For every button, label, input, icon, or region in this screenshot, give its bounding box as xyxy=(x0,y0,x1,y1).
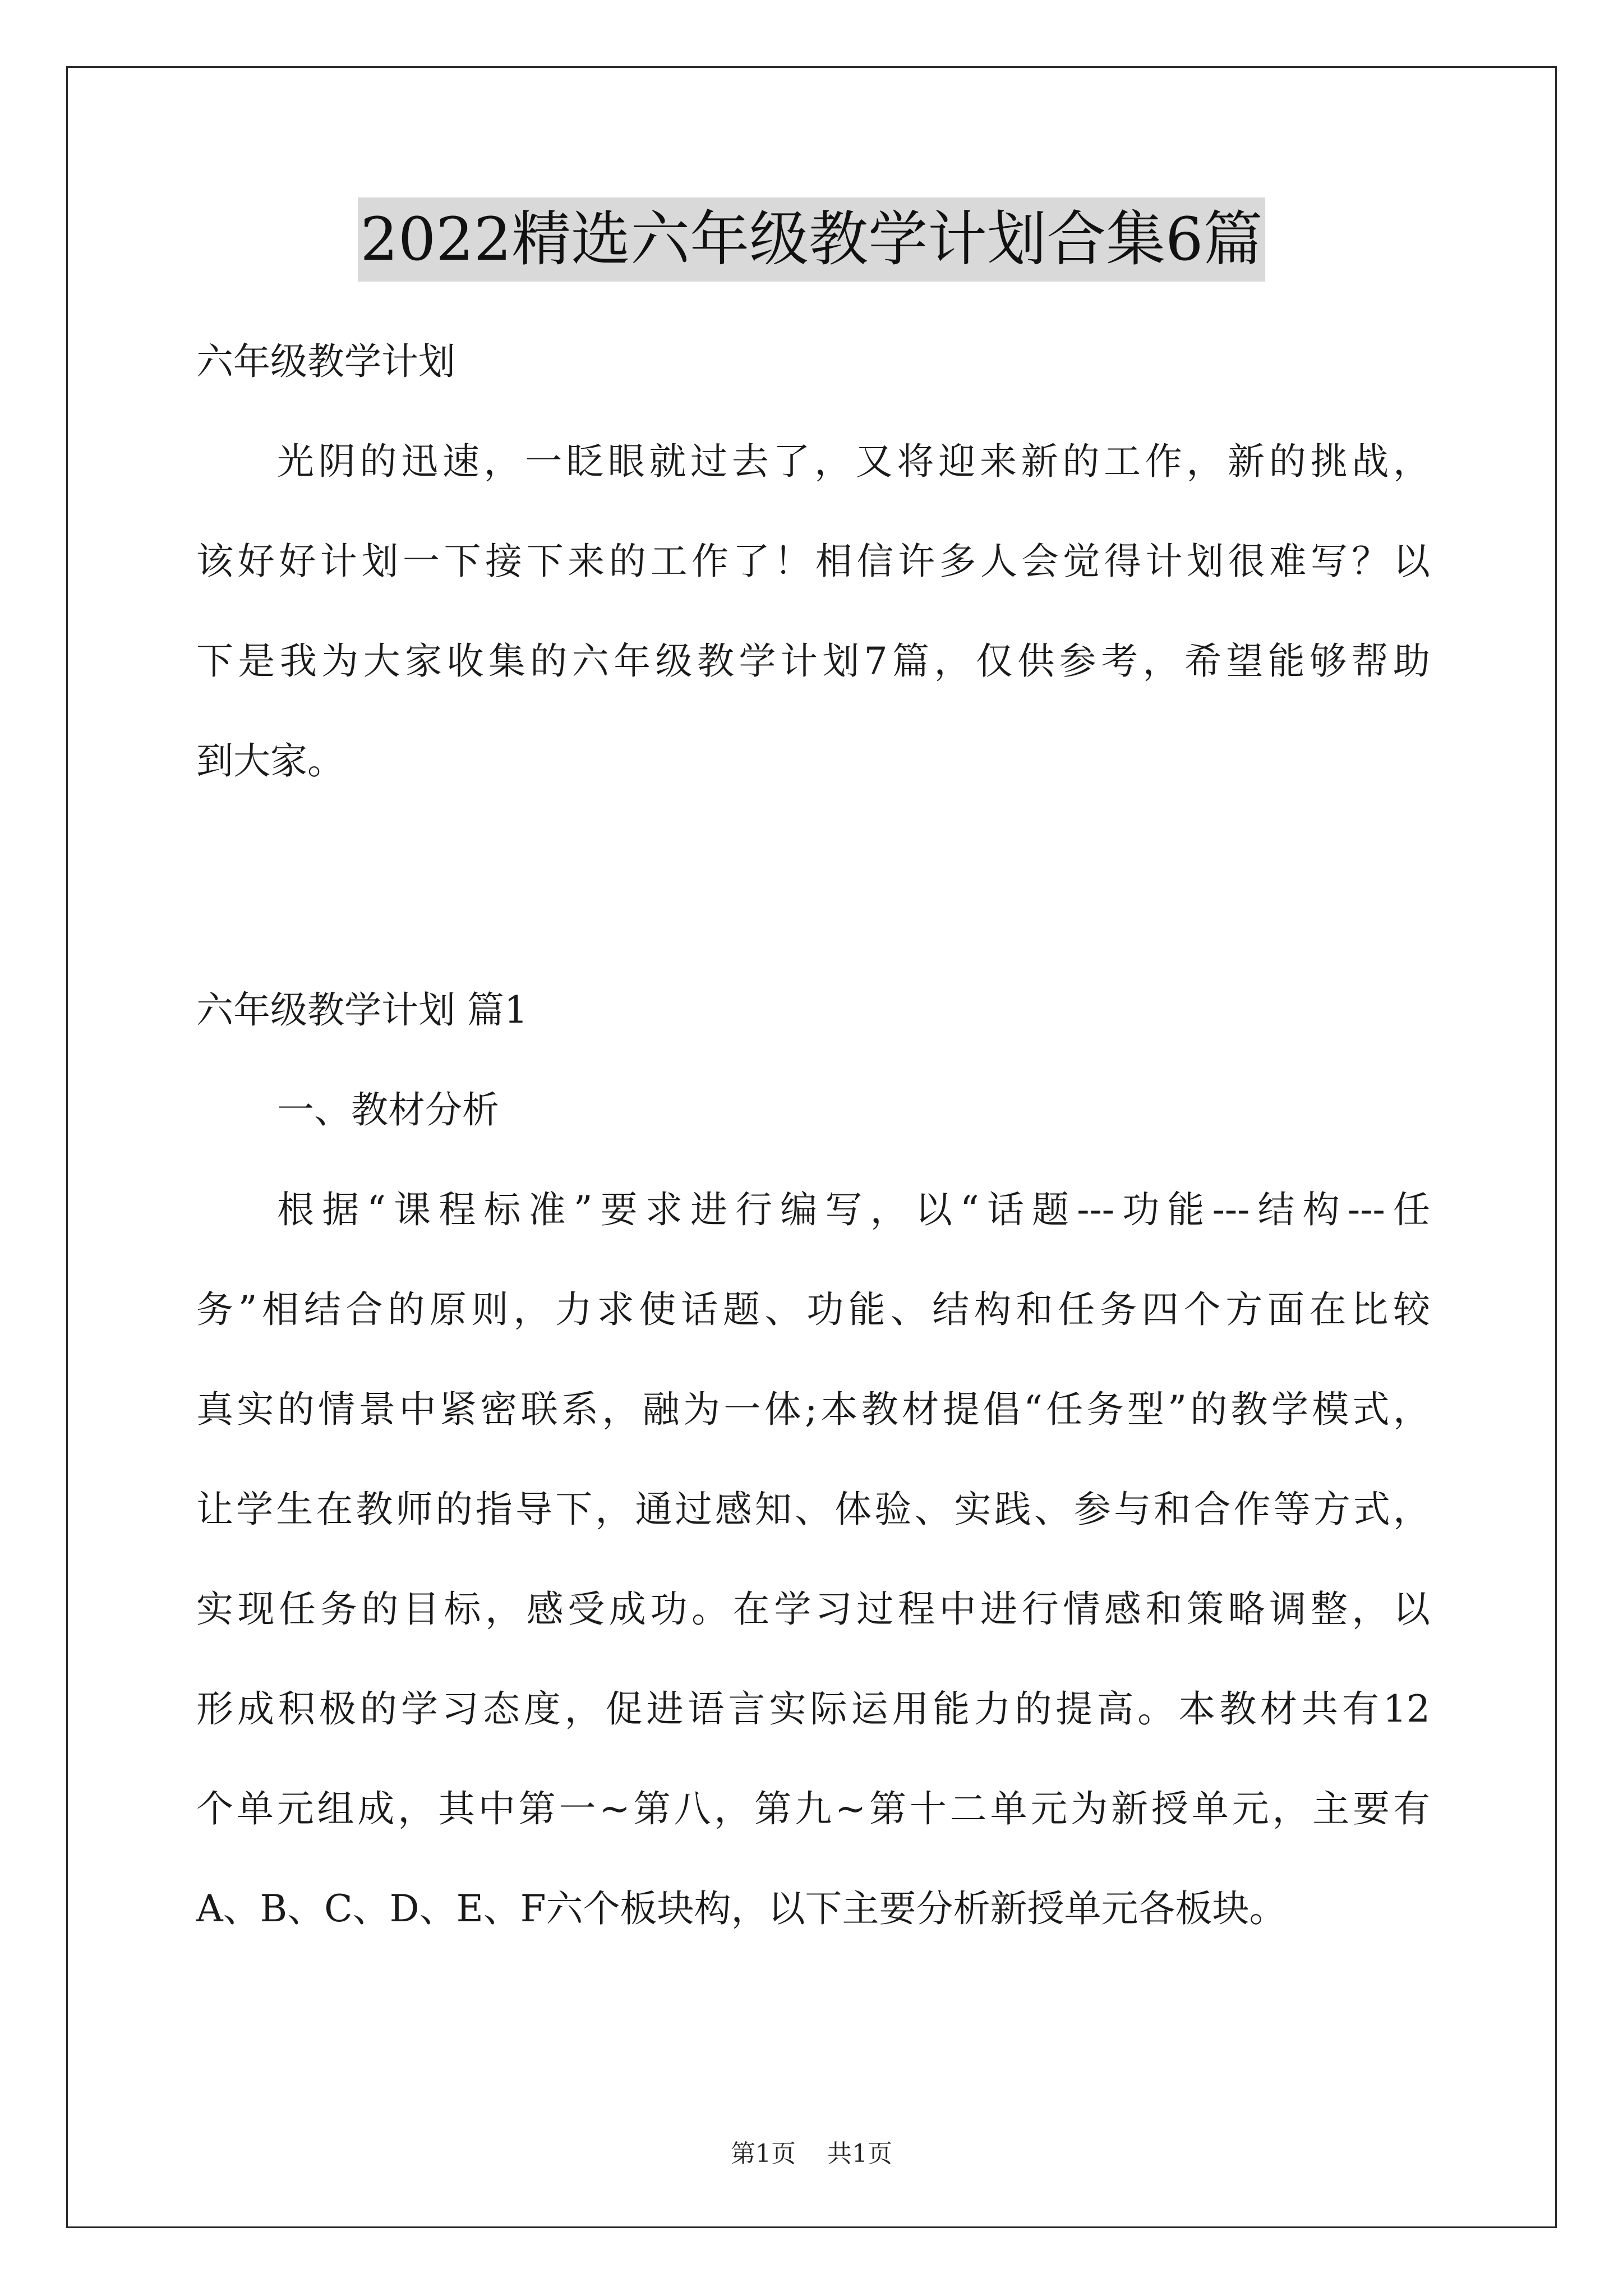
body-paragraph-line: 让学生在教师的指导下，通过感知、体验、实践、参与和合作等方式， xyxy=(196,1488,1430,1531)
body-paragraph-line: 实现任务的目标，感受成功。在学习过程中进行情感和策略调整，以 xyxy=(196,1588,1430,1631)
page-number: 第1页 xyxy=(731,2139,796,2168)
body-paragraph-line: 个单元组成，其中第一~第八，第九~第十二单元为新授单元，主要有 xyxy=(196,1787,1430,1830)
title-container xyxy=(0,197,1623,282)
page-total: 共1页 xyxy=(827,2139,892,2168)
subheading: 一、教材分析 xyxy=(277,1088,499,1131)
section-heading: 六年级教学计划 篇1 xyxy=(196,988,528,1032)
body-paragraph-line: 根据“课程标准”要求进行编写，以“话题---功能---结构---任 xyxy=(277,1188,1430,1231)
intro-paragraph-line: 下是我为大家收集的六年级教学计划7篇，仅供参考，希望能够帮助 xyxy=(196,639,1430,683)
body-paragraph-line: 务”相结合的原则，力求使话题、功能、结构和任务四个方面在比较 xyxy=(196,1288,1430,1331)
body-paragraph-line: 真实的情景中紧密联系，融为一体;本教材提倡“任务型”的教学模式， xyxy=(196,1388,1430,1431)
document-title: 2022精选六年级教学计划合集6篇 xyxy=(358,197,1265,282)
body-paragraph-line: A、B、C、D、E、F六个板块构，以下主要分析新授单元各板块。 xyxy=(196,1887,1287,1930)
intro-heading: 六年级教学计划 xyxy=(196,340,455,383)
intro-paragraph-line: 到大家。 xyxy=(196,739,344,783)
body-paragraph-line: 形成积极的学习态度，促进语言实际运用能力的提高。本教材共有12 xyxy=(196,1687,1430,1731)
intro-paragraph-line: 光阴的迅速，一眨眼就过去了，又将迎来新的工作，新的挑战， xyxy=(277,440,1430,483)
intro-paragraph-line: 该好好计划一下接下来的工作了！相信许多人会觉得计划很难写？以 xyxy=(196,540,1430,583)
page-footer xyxy=(0,2137,1623,2171)
